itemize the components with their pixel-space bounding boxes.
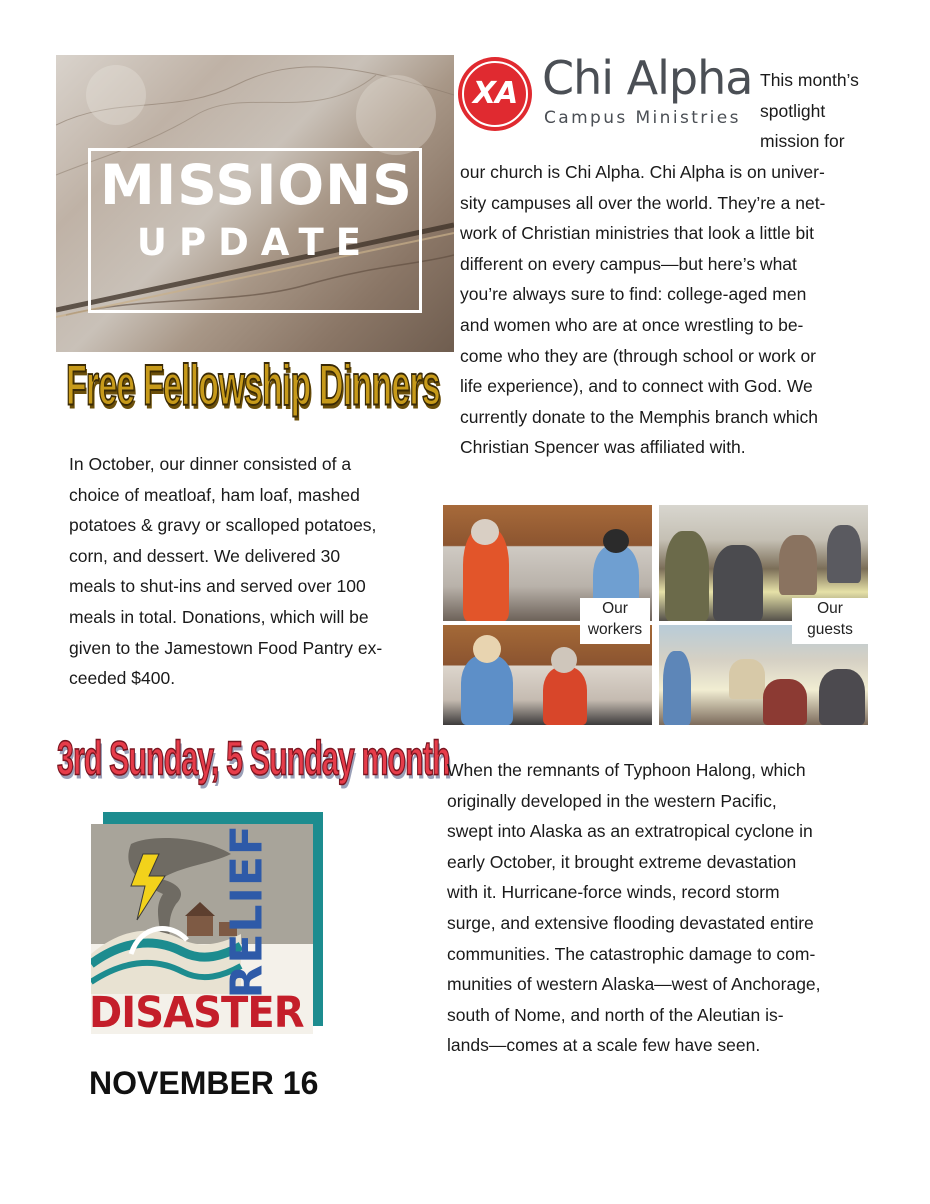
text-line: choice of meatloaf, ham loaf, mashed (69, 484, 360, 505)
caption-line: workers (587, 621, 643, 638)
text-line: with it. Hurricane-force winds, record storm (447, 882, 780, 903)
text-line: mission for (760, 131, 845, 152)
text-line: When the remnants of Typhoon Halong, which (447, 760, 806, 780)
text-line: come who they are (through school or work or (460, 345, 816, 366)
text-line: originally developed in the western Pacific, (447, 790, 777, 811)
fellowship-body (69, 449, 421, 694)
caption-line: Our (602, 600, 628, 617)
text-line: surge, and extensive flooding devastated entire (447, 912, 814, 933)
disaster-relief-logo (91, 812, 337, 1060)
text-line: different on every campus—but here’s what (460, 253, 797, 274)
text-line: our church is Chi Alpha. Chi Alpha is on univer- (460, 162, 825, 182)
text-line: In October, our dinner consisted of a (69, 454, 352, 474)
text-line: munities of western Alaska—west of Anchorage, (447, 974, 821, 995)
missions-update-banner (56, 55, 454, 352)
logo-word-relief: RELIEF (221, 824, 273, 999)
text-line: communities. The catastrophic damage to com- (447, 943, 816, 964)
chi-alpha-logo (458, 51, 758, 133)
chi-alpha-mark: XA (472, 76, 518, 111)
logo-word-disaster: DISASTER (89, 988, 304, 1038)
text-line: meals in total. Donations, which will be (69, 606, 369, 627)
banner-title: MISSIONS (100, 153, 413, 217)
text-line: This month’s (760, 70, 859, 90)
text-line: and women who are at once wrestling to be- (460, 314, 804, 335)
text-line: life experience), and to connect with God. We (460, 376, 813, 397)
chi-alpha-body (460, 157, 878, 463)
caption-line: Our (817, 600, 843, 617)
banner-subtitle: UPDATE (136, 221, 374, 264)
text-line: sity campuses all over the world. They’re a net- (460, 192, 826, 213)
sunday-heading: 3rd Sunday, 5 Sunday month (57, 730, 450, 786)
fellowship-heading: Free Fellowship Dinners (66, 354, 440, 418)
typhoon-body (447, 755, 867, 1061)
text-line: lands—comes at a scale few have seen. (447, 1035, 761, 1056)
text-line: spotlight (760, 100, 826, 121)
chi-alpha-subtitle: Campus Ministries (544, 108, 741, 128)
text-line: south of Nome, and north of the Aleutian is- (447, 1004, 784, 1025)
text-line: corn, and dessert. We delivered 30 (69, 545, 341, 566)
guests-caption (792, 598, 868, 644)
workers-caption (580, 598, 650, 644)
caption-line: guests (807, 621, 853, 638)
chi-alpha-name: Chi Alpha (542, 51, 753, 105)
text-line: you’re always sure to find: college-aged men (460, 284, 807, 305)
text-line: given to the Jamestown Food Pantry ex- (69, 637, 383, 658)
text-line: potatoes & gravy or scalloped potatoes, (69, 515, 377, 536)
text-line: Christian Spencer was affiliated with. (460, 437, 746, 458)
text-line: currently donate to the Memphis branch which (460, 406, 818, 427)
text-line: early October, it brought extreme devastation (447, 851, 797, 872)
event-date: NOVEMBER 16 (89, 1065, 319, 1101)
text-line: ceeded $400. (69, 668, 176, 689)
text-line: meals to shut-ins and served over 100 (69, 576, 366, 597)
text-line: swept into Alaska as an extratropical cyclone in (447, 821, 813, 842)
chi-alpha-intro (760, 65, 880, 157)
text-line: work of Christian ministries that look a little bit (460, 223, 815, 244)
